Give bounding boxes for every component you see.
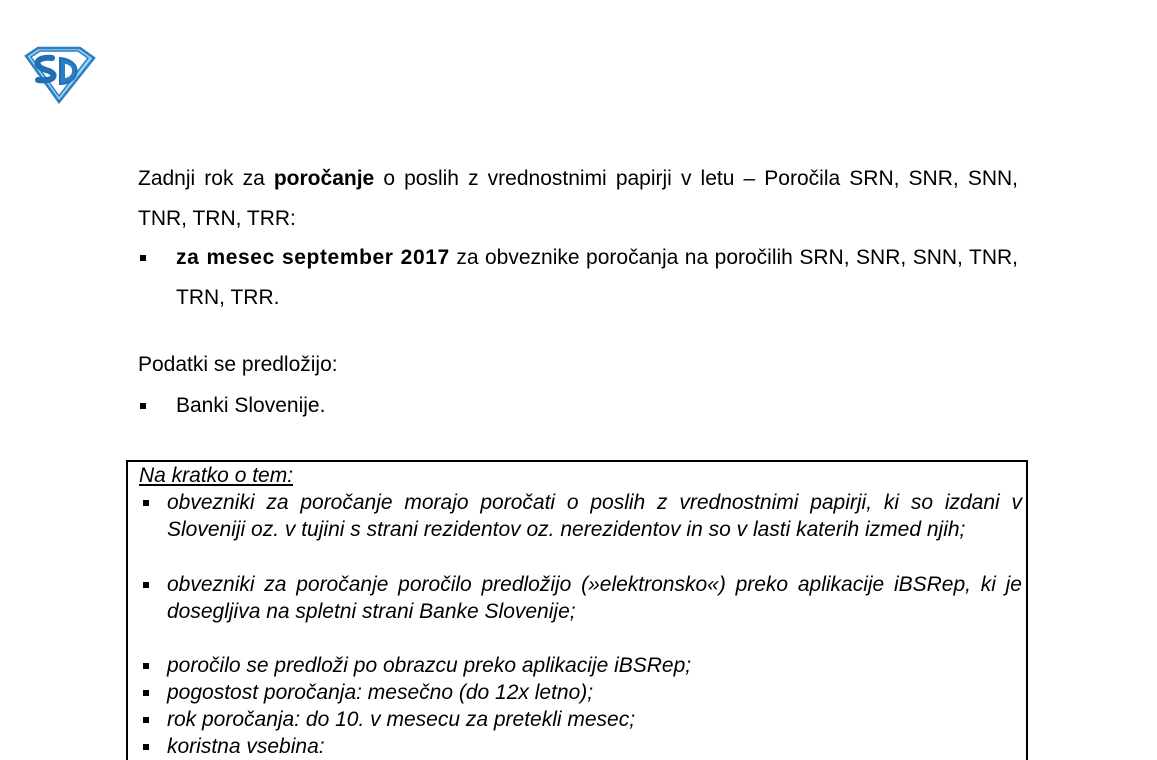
bullet-square-icon bbox=[143, 744, 149, 750]
summary-item-text: poročilo se predloži po obrazcu preko aplikacije iBSRep; bbox=[167, 654, 692, 677]
bullet-square-icon bbox=[143, 500, 149, 506]
intro-paragraph bbox=[138, 159, 1018, 239]
submission-heading: Podatki se predložijo: bbox=[138, 353, 338, 376]
bullet-square-icon bbox=[143, 663, 149, 669]
summary-item-text: pogostost poročanja: mesečno (do 12x letno); bbox=[167, 681, 594, 704]
intro-bold-word: poročanje bbox=[273, 167, 375, 190]
bullet-square-icon bbox=[140, 403, 146, 409]
intro-text-end: o poslih z vrednostnimi papirji v letu – Poročila SRN, SNR, SNN, TNR, TRN, TRR: bbox=[138, 167, 1018, 230]
logo-icon bbox=[22, 46, 96, 104]
summary-item-text: obvezniki za poročanje poročilo predložijo (»elektronsko«) preko aplikacije iBSRep, ki je dosegljiva na spletni strani Banke Slovenije; bbox=[167, 573, 1022, 623]
deadline-rest: za obveznike poročanja na poročilih SRN, SNR, SNN, TNR, TRN, TRR. bbox=[176, 246, 1018, 309]
bullet-square-icon bbox=[143, 582, 149, 588]
summary-item-text: rok poročanja: do 10. v mesecu za pretekli mesec; bbox=[167, 708, 636, 731]
summary-item-text: koristna vsebina: bbox=[167, 735, 325, 758]
deadline-bold: za mesec september 2017 bbox=[176, 246, 450, 269]
sd-shield-logo bbox=[22, 46, 96, 104]
summary-item-text: obvezniki za poročanje morajo poročati o poslih z vrednostnimi papirji, ki so izdani v Sloveniji oz. v tujini s strani rezidentov oz. nerezidentov in so v lasti katerih izmed njih; bbox=[167, 491, 1022, 541]
bullet-square-icon bbox=[140, 255, 146, 261]
bullet-square-icon bbox=[143, 690, 149, 696]
submission-item-text: Banki Slovenije. bbox=[176, 394, 326, 417]
deadline-text bbox=[176, 238, 1018, 318]
intro-text-start: Zadnji rok za bbox=[138, 167, 274, 190]
bullet-square-icon bbox=[143, 717, 149, 723]
summary-box-title: Na kratko o tem: bbox=[139, 464, 294, 487]
summary-box bbox=[126, 460, 1028, 760]
